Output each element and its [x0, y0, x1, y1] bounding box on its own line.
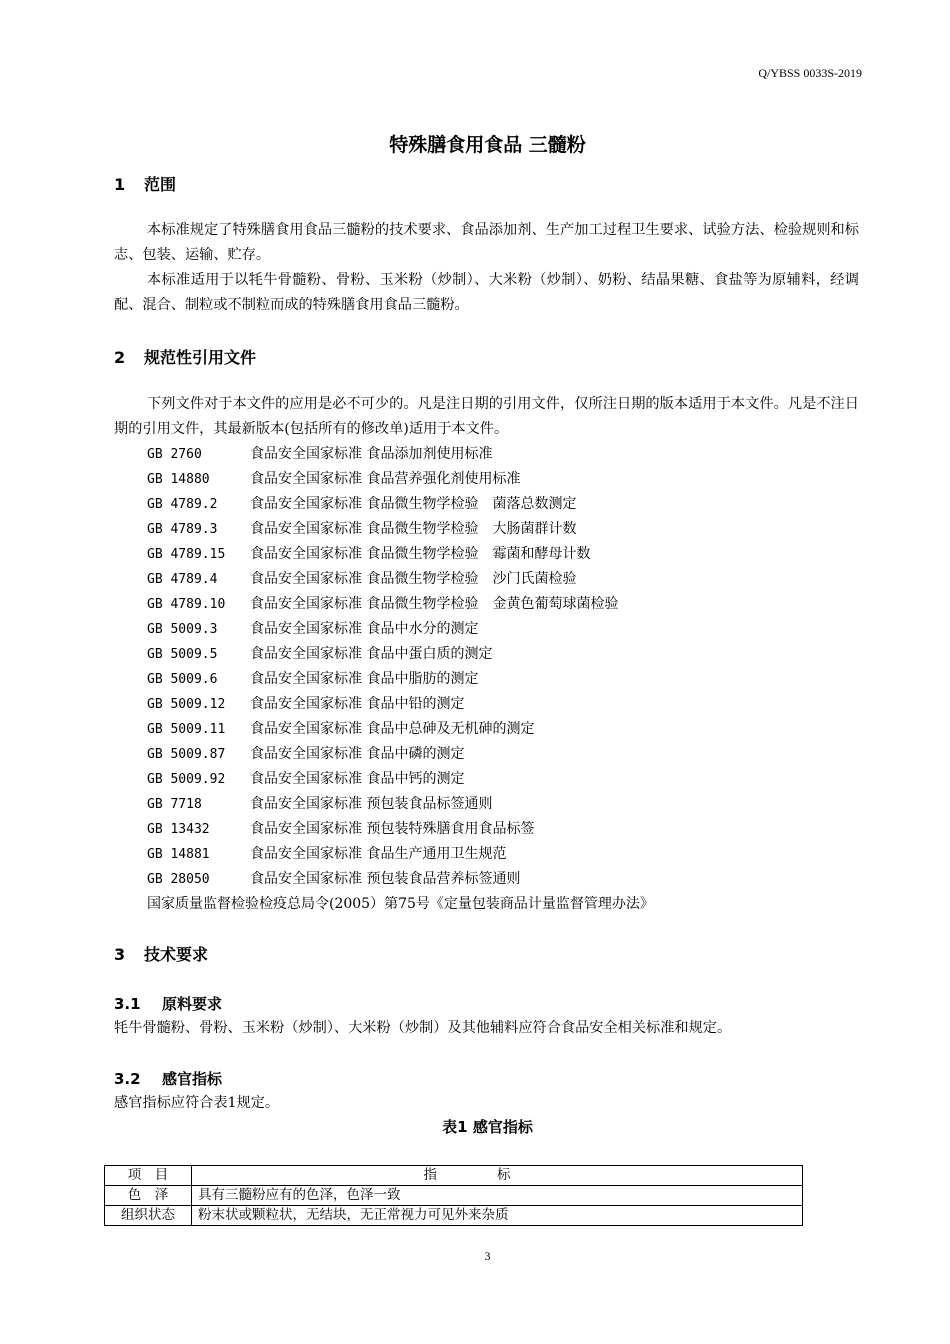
section-3-1-heading — [114, 993, 222, 1014]
reference-item — [147, 442, 654, 467]
document-title: 特殊膳食用食品 三髓粉 — [389, 134, 586, 156]
reference-code: GB 2760 — [147, 447, 202, 462]
table-cell-item: 组织状态 — [105, 1206, 192, 1226]
reference-code: GB 4789.2 — [147, 497, 218, 512]
table-header-item: 项 目 — [105, 1166, 192, 1186]
reference-title: 食品安全国家标准 食品微生物学检验 菌落总数测定 — [250, 496, 577, 512]
section-1-number: 1 — [114, 175, 126, 194]
reference-item — [147, 717, 654, 742]
reference-title: 食品安全国家标准 食品微生物学检验 金黄色葡萄球菌检验 — [250, 596, 619, 612]
table-header-row — [105, 1166, 803, 1186]
section-3-title: 技术要求 — [144, 945, 209, 964]
sensory-table — [104, 1165, 803, 1226]
section-3-1-number: 3.1 — [114, 995, 141, 1013]
reference-code: GB 14881 — [147, 847, 210, 862]
section-2-title: 规范性引用文件 — [144, 348, 257, 367]
reference-code: GB 4789.3 — [147, 522, 218, 537]
page-number: 3 — [484, 1249, 491, 1263]
reference-title: 食品安全国家标准 食品中磷的测定 — [250, 746, 465, 762]
reference-code: GB 5009.5 — [147, 647, 218, 662]
section-1-paragraph-2: 本标准适用于以牦牛骨髓粉、骨粉、玉米粉（炒制）、大米粉（炒制）、奶粉、结晶果糖、食盐等为原辅料，经调配、混合、制粒或不制粒而成的特殊膳食用食品三髓粉。 — [114, 272, 859, 313]
reference-title: 食品安全国家标准 食品添加剂使用标准 — [250, 446, 493, 462]
reference-title: 食品安全国家标准 食品中水分的测定 — [250, 621, 479, 637]
reference-code: GB 14880 — [147, 472, 210, 487]
reference-title: 食品安全国家标准 食品营养强化剂使用标准 — [250, 471, 521, 487]
section-3-1-text: 牦牛骨髓粉、骨粉、玉米粉（炒制）、大米粉（炒制）及其他辅料应符合食品安全相关标准和规定。 — [114, 1020, 732, 1036]
reference-title: 食品安全国家标准 食品中蛋白质的测定 — [250, 646, 493, 662]
standard-code: Q/YBSS 0033S-2019 — [758, 66, 862, 80]
reference-code: GB 5009.3 — [147, 622, 218, 637]
reference-final: 国家质量监督检验检疫总局令(2005）第75号《定量包装商品计量监督管理办法》 — [147, 896, 654, 912]
reference-item — [147, 842, 654, 867]
table-row — [105, 1186, 803, 1206]
table-1-caption: 表1 感官指标 — [442, 1118, 533, 1136]
reference-title: 食品安全国家标准 食品微生物学检验 沙门氏菌检验 — [250, 571, 577, 587]
reference-title: 食品安全国家标准 食品中铅的测定 — [250, 696, 465, 712]
reference-item — [147, 692, 654, 717]
reference-code: GB 5009.12 — [147, 697, 226, 712]
reference-code: GB 5009.92 — [147, 772, 226, 787]
reference-item — [147, 542, 654, 567]
table-row — [105, 1206, 803, 1226]
section-3-number: 3 — [114, 945, 126, 964]
reference-title: 食品安全国家标准 食品中脂肪的测定 — [250, 671, 479, 687]
reference-item — [147, 742, 654, 767]
table-header-indicator: 指标 — [192, 1166, 803, 1186]
table-cell-value: 具有三髓粉应有的色泽，色泽一致 — [192, 1186, 803, 1206]
reference-title: 食品安全国家标准 食品生产通用卫生规范 — [250, 846, 507, 862]
reference-item — [147, 492, 654, 517]
reference-code: GB 4789.15 — [147, 547, 226, 562]
reference-title: 食品安全国家标准 食品中钙的测定 — [250, 771, 465, 787]
section-3-2-title: 感官指标 — [162, 1070, 223, 1088]
table-cell-value: 粉末状或颗粒状，无结块，无正常视力可见外来杂质 — [192, 1206, 803, 1226]
reference-code: GB 5009.87 — [147, 747, 226, 762]
section-3-2-text: 感官指标应符合表1规定。 — [114, 1095, 280, 1111]
reference-item — [147, 817, 654, 842]
reference-code: GB 7718 — [147, 797, 202, 812]
section-2-intro: 下列文件对于本文件的应用是必不可少的。凡是注日期的引用文件，仅所注日期的版本适用于本文件。凡是不注日期的引用文件，其最新版本(包括所有的修改单)适用于本文件。 — [114, 396, 859, 437]
reference-item — [147, 642, 654, 667]
reference-item — [147, 467, 654, 492]
reference-item — [147, 767, 654, 792]
section-3-heading — [114, 942, 208, 965]
section-3-1-title: 原料要求 — [162, 995, 223, 1013]
reference-title: 食品安全国家标准 预包装特殊膳食用食品标签 — [250, 821, 535, 837]
reference-list — [147, 442, 654, 917]
section-3-2-number: 3.2 — [114, 1070, 141, 1088]
reference-item — [147, 592, 654, 617]
reference-code: GB 13432 — [147, 822, 210, 837]
section-1-heading — [114, 172, 176, 195]
section-1-title: 范围 — [144, 175, 177, 194]
reference-item — [147, 567, 654, 592]
reference-item — [147, 667, 654, 692]
reference-item — [147, 617, 654, 642]
section-2-heading — [114, 345, 256, 368]
reference-item — [147, 517, 654, 542]
reference-code: GB 4789.10 — [147, 597, 226, 612]
reference-item — [147, 792, 654, 817]
reference-code: GB 4789.4 — [147, 572, 218, 587]
reference-item — [147, 867, 654, 892]
reference-title: 食品安全国家标准 食品微生物学检验 大肠菌群计数 — [250, 521, 577, 537]
reference-code: GB 28050 — [147, 872, 210, 887]
reference-title: 食品安全国家标准 食品中总砷及无机砷的测定 — [250, 721, 535, 737]
section-1-paragraph-1: 本标准规定了特殊膳食用食品三髓粉的技术要求、食品添加剂、生产加工过程卫生要求、试验方法、检验规则和标志、包装、运输、贮存。 — [114, 222, 859, 263]
section-2-number: 2 — [114, 348, 126, 367]
reference-code: GB 5009.11 — [147, 722, 226, 737]
reference-title: 食品安全国家标准 预包装食品营养标签通则 — [250, 871, 521, 887]
table-cell-item: 色 泽 — [105, 1186, 192, 1206]
reference-code: GB 5009.6 — [147, 672, 218, 687]
reference-title: 食品安全国家标准 食品微生物学检验 霉菌和酵母计数 — [250, 546, 591, 562]
reference-title: 食品安全国家标准 预包装食品标签通则 — [250, 796, 493, 812]
section-3-2-heading — [114, 1068, 222, 1089]
